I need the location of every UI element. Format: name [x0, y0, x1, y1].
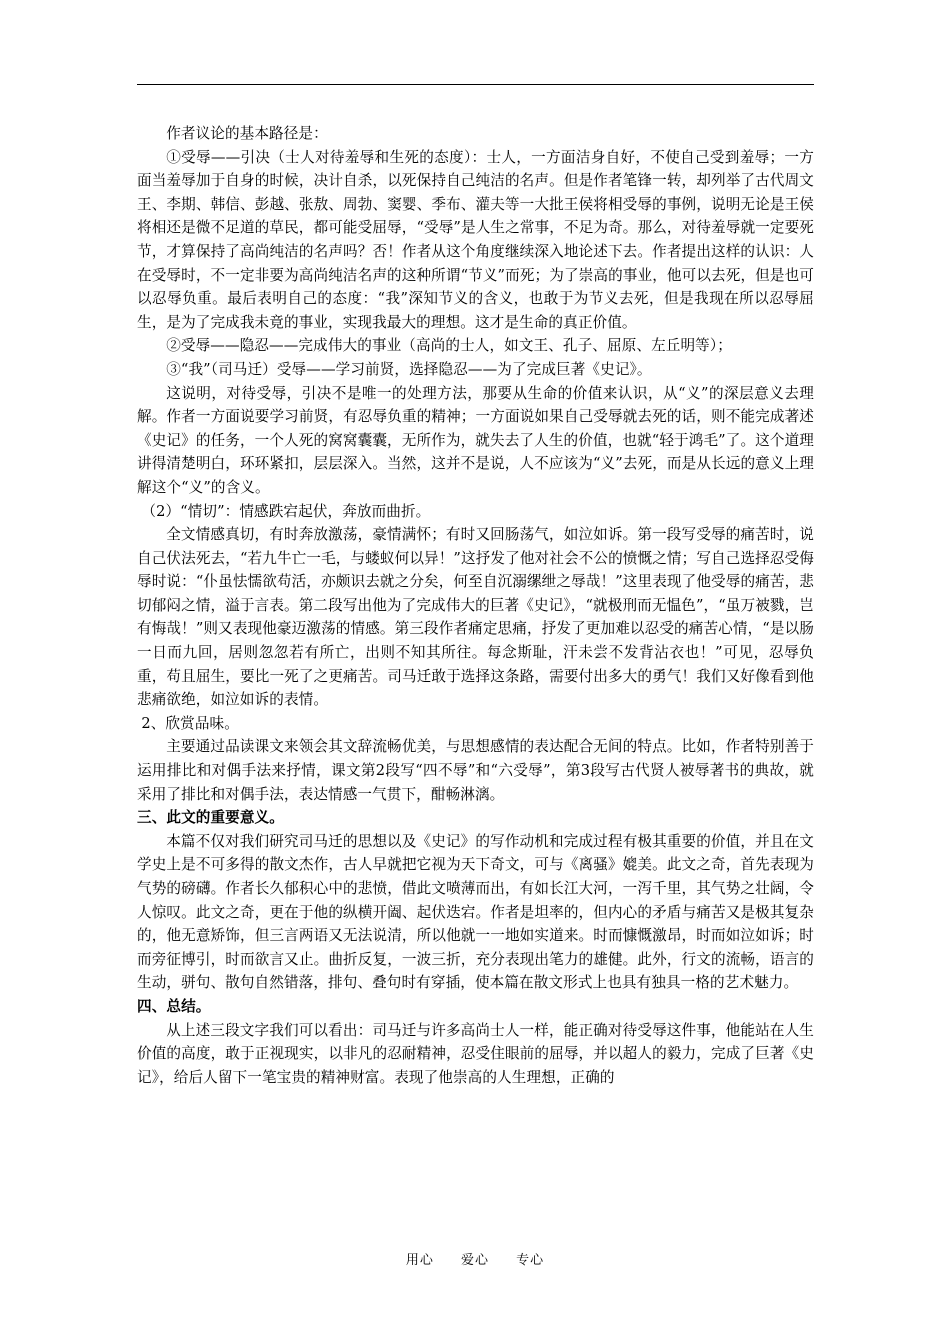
- section-heading: 四、总结。: [137, 997, 211, 1015]
- paragraph: 这说明，对待受辱，引决不是唯一的处理方法，那要从生命的价值来认识，从“义”的深层意义去理解。作者一方面说要学习前贤，有忍辱负重的精神；一方面说如果自己受辱就去死的话，则不能完成著述《史记》的任务，一个人死的窝窝囊囊，无所作为，就失去了人生的价值，也就“轻于鸿毛”了。这个道理讲得清楚明白，环环紧扣，层层深入。当然，这并不是说，人不应该为“义”去死，而是从长远的意义上理解这个“义”的含义。: [137, 384, 814, 496]
- footer-text: 爱心: [460, 1253, 489, 1268]
- paragraph: 作者议论的基本路径是：: [166, 125, 328, 142]
- paragraph: ③“我”（司马迁）受辱——学习前贤，选择隐忍——为了完成巨著《史记》。: [166, 360, 652, 378]
- footer-text: 专心: [516, 1253, 545, 1268]
- paragraph: 全文情感真切，有时奔放激荡，豪情满怀；有时又回肠荡气，如泣如诉。第一段写受辱的痛苦时，说自己伏法死去，“若九牛亡一毛，与蝼蚁何以异！”这抒发了他对社会不公的愤慨之情；写自己选择忍受侮辱时说：“仆虽怯懦欲苟活，亦颇识去就之分矣，何至自沉溺缧绁之辱哉！”这里表现了他受辱的痛苦，悲切郁闷之情，溢于言表。第二段写出他为了完成伟大的巨著《史记》，“就极刑而无愠色”，“虽万被戮，岂有悔哉！”则又表现他豪迈激荡的情感。第三段作者痛定思痛，抒发了更加难以忍受的痛苦心情，“是以肠一日而九回，居则忽忽若有所亡，出则不知其所往。每念斯耻，汗未尝不发背沾衣也！”可见，忍辱负重，苟且屈生，要比一死了之更痛苦。司马迁敢于选择这条路，需要付出多大的勇气！我们又好像看到他悲痛欲绝，如泣如诉的表情。: [137, 526, 814, 709]
- paragraph: ①受辱——引决（士人对待羞辱和生死的态度）：士人，一方面洁身自好，不使自己受到羞辱；一方面当羞辱加于自身的时候，决计自杀，以死保持自己纯洁的名声。但是作者笔锋一转，却列举了古代周文王、李期、韩信、彭越、张敖、周勃、窦婴、季布、灌夫等一大批王侯将相受辱的事例，说明无论是王侯将相还是微不足道的草民，都可能受屈辱，“受辱”是人生之常事，不足为奇。那么，对待羞辱就一定要死节，才算保持了高尚纯洁的名声吗？否！作者从这个角度继续深入地论述下去。作者提出这样的认识：人在受辱时，不一定非要为高尚纯洁名声的这种所谓“节义”而死；为了崇高的事业，他可以去死，但是也可以忍辱负重。最后表明自己的态度：“我”深知节义的含义，也敢于为节义去死，但是我现在所以忍辱屈生，是为了完成我未竟的事业，实现我最大的理想。这才是生命的真正价值。: [137, 148, 814, 331]
- subsection-title: 2、欣赏品味。: [141, 714, 239, 732]
- page-footer: [0, 1249, 950, 1268]
- header-rule: [137, 84, 814, 85]
- paragraph: 本篇不仅对我们研究司马迁的思想以及《史记》的写作动机和完成过程有极其重要的价值，并且在文学史上是不可多得的散文杰作，古人早就把它视为天下奇文，可与《离骚》媲美。此文之奇，首先表现为气势的磅礴。作者长久郁积心中的悲愤，借此文喷薄而出，有如长江大河，一泻千里，其气势之壮阔，令人惊叹。此文之奇，更在于他的纵横开阖、起伏迭宕。作者是坦率的，但内心的矛盾与痛苦又是极其复杂的，他无意矫饰，但三言两语又无法说清，所以他就一一地如实道来。时而慷慨激昂，时而如泣如诉；时而旁征博引，时而欲言又止。曲折反复，一波三折，充分表现出笔力的雄健。此外，行文的流畅，语言的生动，骈句、散句自然错落，排句、叠句时有穿插，使本篇在散文形式上也具有独具一格的艺术魅力。: [137, 832, 814, 992]
- paragraph: 从上述三段文字我们可以看出：司马迁与许多高尚士人一样，能正确对待受辱这件事，他能站在人生价值的高度，敢于正视现实，以非凡的忍耐精神，忍受住眼前的屈辱，并以超人的毅力，完成了巨著《史记》，给后人留下一笔宝贵的精神财富。表现了他崇高的人生理想，正确的: [137, 1021, 814, 1086]
- footer-text: 用心: [405, 1253, 434, 1268]
- subsection-title: （2）“情切”：情感跌宕起伏，奔放而曲折。: [141, 502, 431, 520]
- document-body: [137, 122, 814, 1089]
- paragraph: ②受辱——隐忍——完成伟大的事业（高尚的士人，如文王、孔子、屈原、左丘明等）；: [166, 337, 732, 355]
- paragraph: 主要通过品读课文来领会其文辞流畅优美，与思想感情的表达配合无间的特点。比如，作者特别善于运用排比和对偶手法来抒情，课文第2段写“四不辱”和“六受辱”，第3段写古代贤人被辱著书的典故，就采用了排比和对偶手法，表达情感一气贯下，酣畅淋漓。: [137, 738, 814, 803]
- section-heading: 三、此文的重要意义。: [137, 809, 284, 827]
